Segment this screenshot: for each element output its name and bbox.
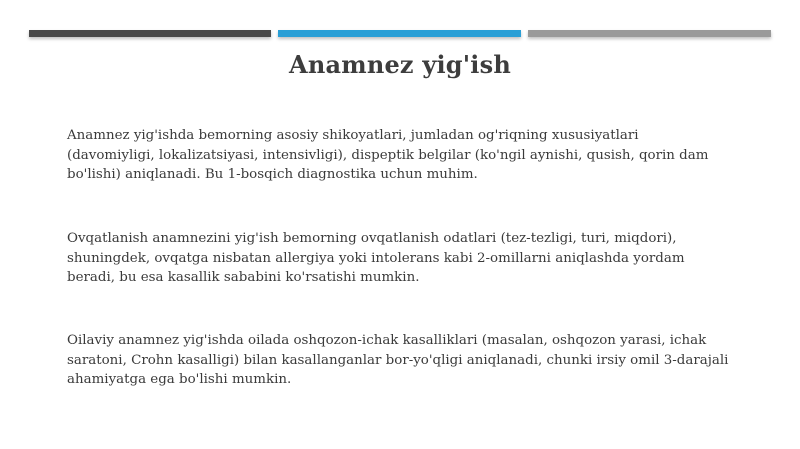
header-bar-left bbox=[29, 30, 271, 37]
slide-title: Anamnez yig'ish bbox=[289, 50, 511, 79]
paragraph-2: Ovqatlanish anamnezini yig'ish bemorning ovqatlanish odatlari (tez-tezligi, turi, miqdori), shuningdek, ovqatga nisbatan allergiya yoki intolerans kabi 2-omillarni aniqlashda yordam beradi, bu esa kasallik sababini ko'rsatishi mumkin. bbox=[67, 231, 685, 285]
paragraph-3: Oilaviy anamnez yig'ishda oilada oshqozon-ichak kasalliklari (masalan, oshqozon yarasi, ichak saratoni, Crohn kasalligi) bilan kasallanganlar bor-yo'qligi aniqlanadi, chunki irsiy omil 3-darajali ahamiyatga ega bo'lishi mumkin. bbox=[67, 333, 729, 387]
header-bar-right bbox=[528, 30, 771, 37]
paragraph-1: Anamnez yig'ishda bemorning asosiy shikoyatlari, jumladan og'riqning xususiyatlari (davomiyligi, lokalizatsiyasi, intensivligi), dispeptik belgilar (ko'ngil aynishi, qusish, qorin dam bo'lishi) aniqlanadi. Bu 1-bosqich diagnostika uchun muhim. bbox=[67, 128, 709, 182]
header-bar-middle bbox=[278, 30, 521, 37]
